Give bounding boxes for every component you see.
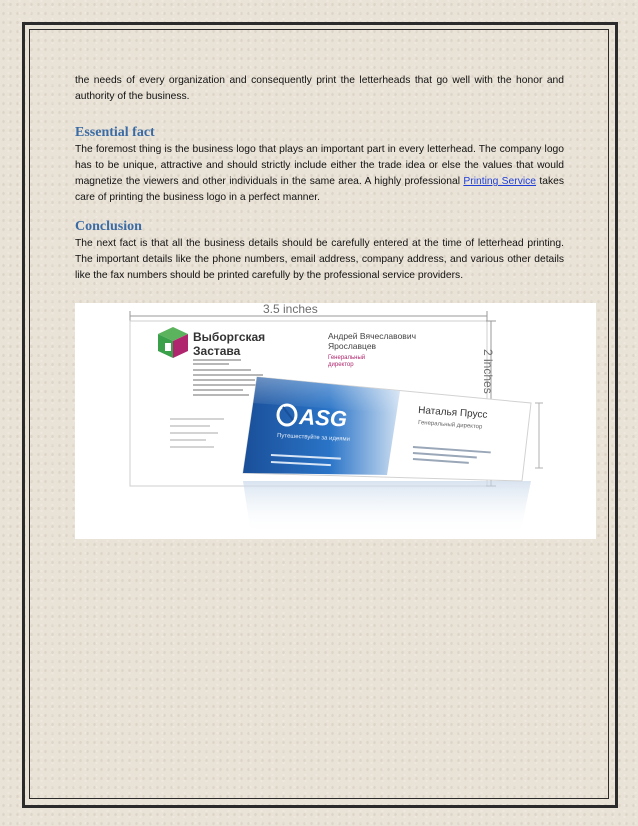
front-person-name: Наталья Прусс (417, 405, 488, 421)
width-label: 3.5 inches (263, 303, 318, 316)
front-role: Генеральный директор (417, 420, 483, 431)
essential-text-before: The foremost thing is the business logo that plays an important part in every letterhead. The company logo has to be unique, attractive and should strictly include either the trade idea or else the values that would magnetize the viewers and other individuals in the same area. A highly professional (75, 143, 564, 188)
heading-conclusion: Conclusion (75, 218, 142, 234)
front-tagline: Путешествуйте за идеями (276, 433, 351, 443)
printing-service-link[interactable]: Printing Service (463, 176, 537, 188)
essential-fact-paragraph (75, 142, 564, 207)
heading-essential-fact: Essential fact (75, 124, 155, 140)
conclusion-paragraph: The next fact is that all the business details should be carefully entered at the time of letterhead printing. The important details like the phone numbers, email address, company address, and various other details like the fax numbers should be printed carefully by the professional service providers. (75, 237, 564, 282)
company-name-line2: Застава (193, 344, 241, 358)
company-name-line1: Выборгская (193, 330, 266, 344)
front-card-dimension (535, 403, 543, 468)
document-body (75, 73, 564, 285)
back-person-line1: Андрей Вячеславович (328, 331, 416, 341)
front-card-reflection (243, 481, 531, 535)
back-role-line1: Генеральный (328, 355, 366, 361)
width-dimension (130, 303, 487, 321)
height-label: 2 inches (481, 349, 495, 394)
intro-paragraph: the needs of every organization and consequently print the letterheads that go well with the honor and authority of the business. (75, 75, 564, 103)
business-card-image (75, 303, 596, 539)
back-person-line2: Ярославцев (328, 341, 377, 351)
front-logo-text: ASG (298, 404, 348, 432)
back-role-line2: директор (328, 362, 354, 368)
essential-text-after: takes care of printing the business logo in a perfect manner. (75, 176, 564, 204)
